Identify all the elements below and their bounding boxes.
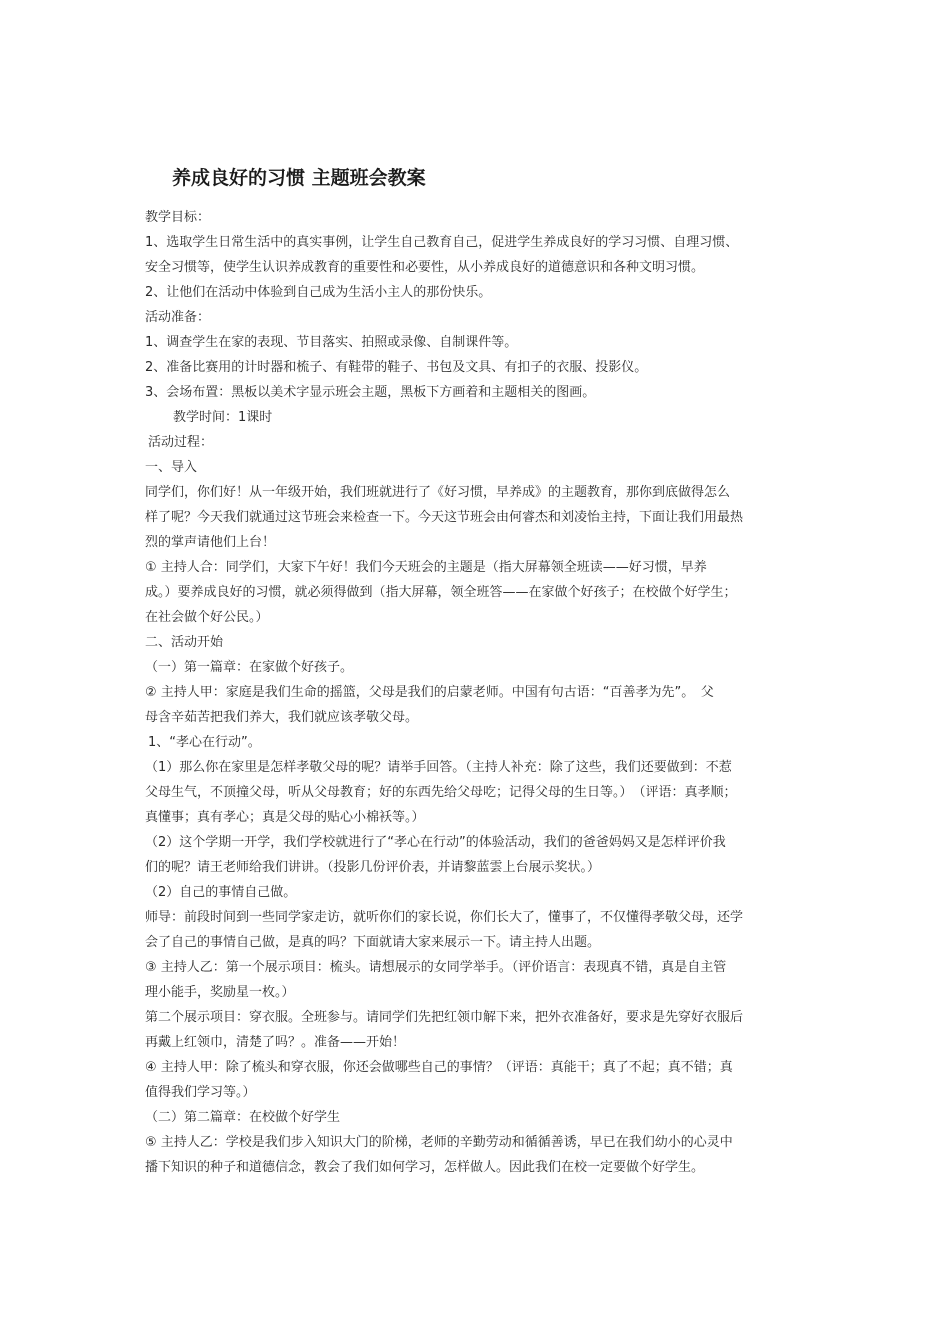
document-title: 养成良好的习惯 主题班会教案 — [172, 167, 426, 189]
text-line: 值得我们学习等。） — [145, 1085, 256, 1100]
text-line: 在社会做个好公民。） — [145, 610, 269, 625]
text-line: 样了呢？今天我们就通过这节班会来检查一下。今天这节班会由何睿杰和刘凌怡主持，下面让我们用最热 — [145, 510, 744, 525]
text-line: （2）自己的事情自己做。 — [145, 885, 297, 900]
text-line: （1）那么你在家里是怎样孝敬父母的呢？请举手回答。（主持人补充：除了这些，我们还要做到：不惹 — [145, 760, 732, 775]
text-line: 2、让他们在活动中体验到自己成为生活小主人的那份快乐。 — [145, 285, 492, 300]
text-line: ⑤ 主持人乙：学校是我们步入知识大门的阶梯，老师的辛勤劳动和循循善诱，早已在我们幼小的心灵中 — [145, 1135, 733, 1150]
text-line: 母含辛茹苦把我们养大，我们就应该孝敬父母。 — [145, 710, 419, 725]
text-line: ④ 主持人甲：除了梳头和穿衣服，你还会做哪些自己的事情？（评语：真能干；真了不起；真不错；真 — [145, 1060, 733, 1075]
text-line: （2）这个学期一开学，我们学校就进行了“孝心在行动”的体验活动，我们的爸爸妈妈又是怎样评价我 — [145, 835, 726, 850]
text-line: 1、调查学生在家的表现、节目落实、拍照或录像、自制课件等。 — [145, 335, 518, 350]
text-line: 1、选取学生日常生活中的真实事例，让学生自己教育自己，促进学生养成良好的学习习惯、自理习惯、 — [145, 235, 739, 250]
text-line: 师导：前段时间到一些同学家走访，就听你们的家长说，你们长大了，懂事了，不仅懂得孝敬父母，还学 — [145, 910, 744, 925]
text-line: 理小能手，奖励星一枚。） — [145, 985, 295, 1000]
text-line: 们的呢？请王老师给我们讲讲。（投影几份评价表，并请黎蓝雲上台展示奖状。） — [145, 860, 601, 875]
document-body — [145, 205, 813, 1180]
text-line: 父母生气，不顶撞父母，听从父母教育；好的东西先给父母吃；记得父母的生日等。） （评语：真孝顺； — [145, 785, 737, 800]
text-line: （一）第一篇章：在家做个好孩子。 — [145, 660, 354, 675]
text-line: 第二个展示项目：穿衣服。全班参与。请同学们先把红领巾解下来，把外衣准备好，要求是先穿好衣服后 — [145, 1010, 744, 1025]
text-line: （二）第二篇章：在校做个好学生 — [145, 1110, 341, 1125]
text-line: 一、导入 — [145, 460, 198, 475]
text-line: 教学目标： — [145, 210, 211, 225]
text-line: 成。）要养成良好的习惯，就必须得做到（指大屏幕，领全班答——在家做个好孩子；在校做个好学生； — [145, 585, 737, 600]
text-line: 再戴上红领巾，清楚了吗？。准备——开始！ — [145, 1035, 406, 1050]
text-line: 活动准备： — [145, 310, 211, 325]
text-line: 会了自己的事情自己做，是真的吗？下面就请大家来展示一下。请主持人出题。 — [145, 935, 601, 950]
text-line: 安全习惯等，使学生认识养成教育的重要性和必要性，从小养成良好的道德意识和各种文明习惯。 — [145, 260, 705, 275]
text-line: ① 主持人合：同学们，大家下午好！我们今天班会的主题是（指大屏幕领全班读——好习惯，早养 — [145, 560, 707, 575]
text-line: 播下知识的种子和道德信念，教会了我们如何学习，怎样做人。因此我们在校一定要做个好学生。 — [145, 1160, 705, 1175]
text-line: 二、活动开始 — [145, 635, 224, 650]
text-line: 同学们，你们好！从一年级开始，我们班就进行了《好习惯，早养成》的主题教育，那你到底做得怎么 — [145, 485, 731, 500]
text-line: 1、“孝心在行动”。 — [148, 735, 261, 750]
text-line: ② 主持人甲：家庭是我们生命的摇篮，父母是我们的启蒙老师。中国有句古语：“百善孝为先”。 父 — [145, 685, 714, 700]
text-line: 活动过程： — [148, 435, 214, 450]
text-line: 3、会场布置：黑板以美术字显示班会主题，黑板下方画着和主题相关的图画。 — [145, 385, 596, 400]
text-line: 真懂事；真有孝心；真是父母的贴心小棉袄等。） — [145, 810, 425, 825]
text-line: 教学时间：1课时 — [173, 410, 273, 425]
text-line: ③ 主持人乙：第一个展示项目：梳头。请想展示的女同学举手。（评价语言：表现真不错，真是自主管 — [145, 960, 727, 975]
text-line: 烈的掌声请他们上台！ — [145, 535, 276, 550]
text-line: 2、准备比赛用的计时器和梳子、有鞋带的鞋子、书包及文具、有扣子的衣服、投影仪。 — [145, 360, 648, 375]
